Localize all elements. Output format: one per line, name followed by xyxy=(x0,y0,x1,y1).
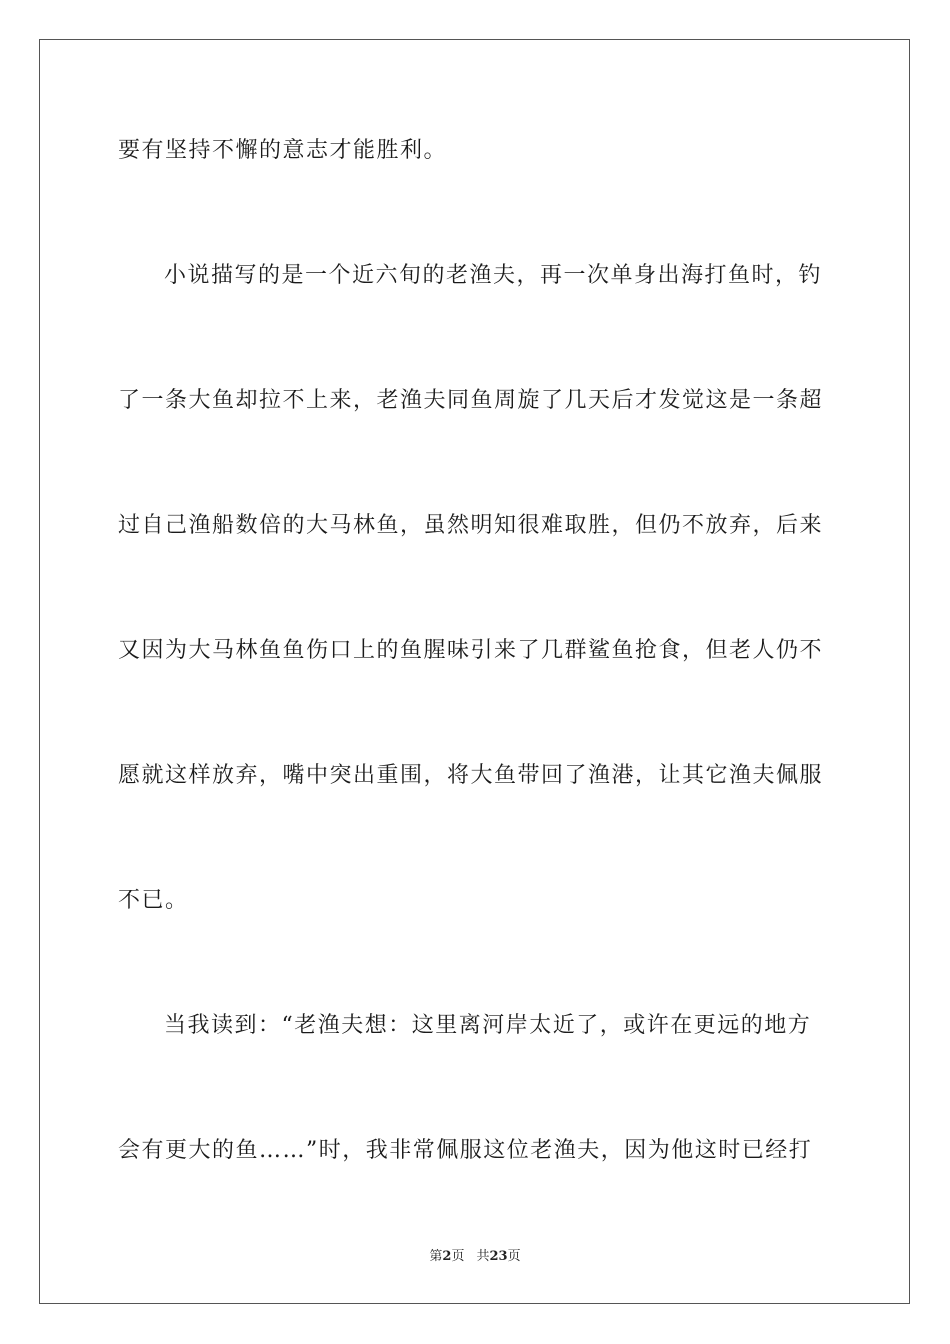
page-indicator: 第2页 xyxy=(429,1249,465,1264)
current-page-number: 2 xyxy=(442,1249,452,1264)
paragraph-start-line: 小说描写的是一个近六旬的老渔夫，再一次单身出海打鱼时，钓 xyxy=(164,263,823,288)
page-footer xyxy=(0,1248,950,1266)
total-page-count: 23 xyxy=(489,1249,508,1264)
paragraph-start-line: 当我读到：“老渔夫想：这里离河岸太近了，或许在更远的地方 xyxy=(164,1013,812,1038)
text-line: 过自己渔船数倍的大马林鱼，虽然明知很难取胜，但仍不放弃，后来 xyxy=(118,513,824,538)
total-pages-indicator: 共23页 xyxy=(476,1249,521,1264)
text-line: 了一条大鱼却拉不上来，老渔夫同鱼周旋了几天后才发觉这是一条超 xyxy=(118,388,824,413)
text-line: 不已。 xyxy=(118,888,189,913)
page-border xyxy=(39,39,910,1304)
text-line: 会有更大的鱼……”时，我非常佩服这位老渔夫，因为他这时已经打 xyxy=(118,1138,813,1163)
text-line: 又因为大马林鱼鱼伤口上的鱼腥味引来了几群鲨鱼抢食，但老人仍不 xyxy=(118,638,824,663)
text-line: 要有坚持不懈的意志才能胜利。 xyxy=(118,138,448,163)
text-line: 愿就这样放弃，嘴中突出重围，将大鱼带回了渔港，让其它渔夫佩服 xyxy=(118,763,824,788)
